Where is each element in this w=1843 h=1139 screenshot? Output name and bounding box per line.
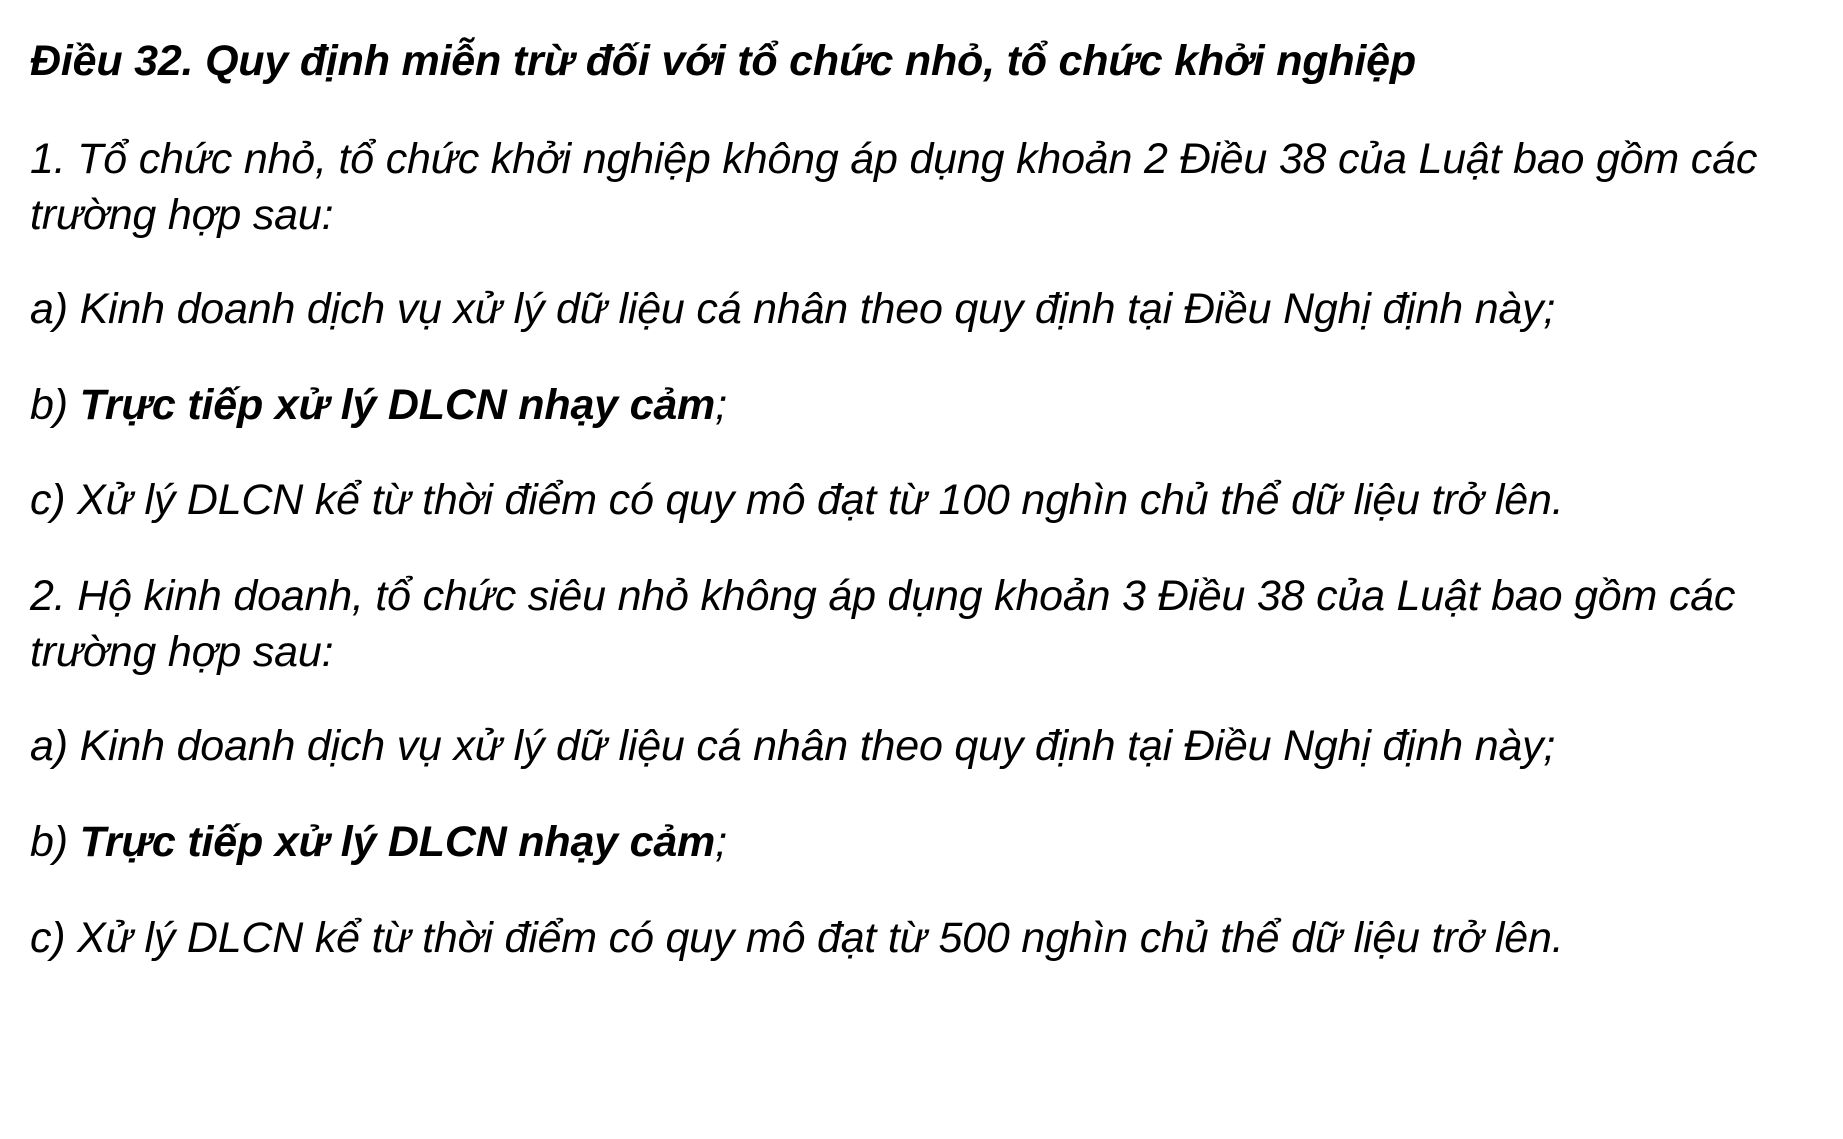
point-2b-label: b) xyxy=(30,818,80,867)
point-1c xyxy=(26,473,1817,529)
point-1b-tail: ; xyxy=(715,380,727,429)
point-1c-text: c) Xử lý DLCN kể từ thời điểm có quy mô đạt từ 100 nghìn chủ thể dữ liệu trở lên. xyxy=(30,476,1564,525)
point-2b-tail: ; xyxy=(715,818,727,867)
point-2b xyxy=(26,815,1817,871)
point-2c-text: c) Xử lý DLCN kể từ thời điểm có quy mô đạt từ 500 nghìn chủ thể dữ liệu trở lên. xyxy=(30,913,1564,962)
point-2b-emphasis: Trực tiếp xử lý DLCN nhạy cảm xyxy=(79,818,716,867)
point-1b-emphasis: Trực tiếp xử lý DLCN nhạy cảm xyxy=(79,380,716,429)
clause-2 xyxy=(26,569,1817,681)
clause-1-text: 1. Tổ chức nhỏ, tổ chức khởi nghiệp không áp dụng khoản 2 Điều 38 của Luật bao gồm các trường hợp sau: xyxy=(30,134,1758,239)
point-1a-text: a) Kinh doanh dịch vụ xử lý dữ liệu cá nhân theo quy định tại Điều Nghị định này; xyxy=(30,284,1556,333)
clause-2-text: 2. Hộ kinh doanh, tổ chức siêu nhỏ không áp dụng khoản 3 Điều 38 của Luật bao gồm các trường hợp sau: xyxy=(30,572,1736,677)
point-1a xyxy=(26,282,1817,338)
point-2a xyxy=(26,719,1817,775)
point-2a-text: a) Kinh doanh dịch vụ xử lý dữ liệu cá nhân theo quy định tại Điều Nghị định này; xyxy=(30,722,1556,771)
article-title: Quy định miễn trừ đối với tổ chức nhỏ, tổ chức khởi nghiệp xyxy=(205,37,1416,85)
point-1b-label: b) xyxy=(30,380,80,429)
article-heading xyxy=(26,34,1817,90)
point-2c xyxy=(26,911,1817,967)
point-1b xyxy=(26,378,1817,434)
article-number: Điều 32. xyxy=(30,37,194,85)
clause-1 xyxy=(26,132,1817,244)
